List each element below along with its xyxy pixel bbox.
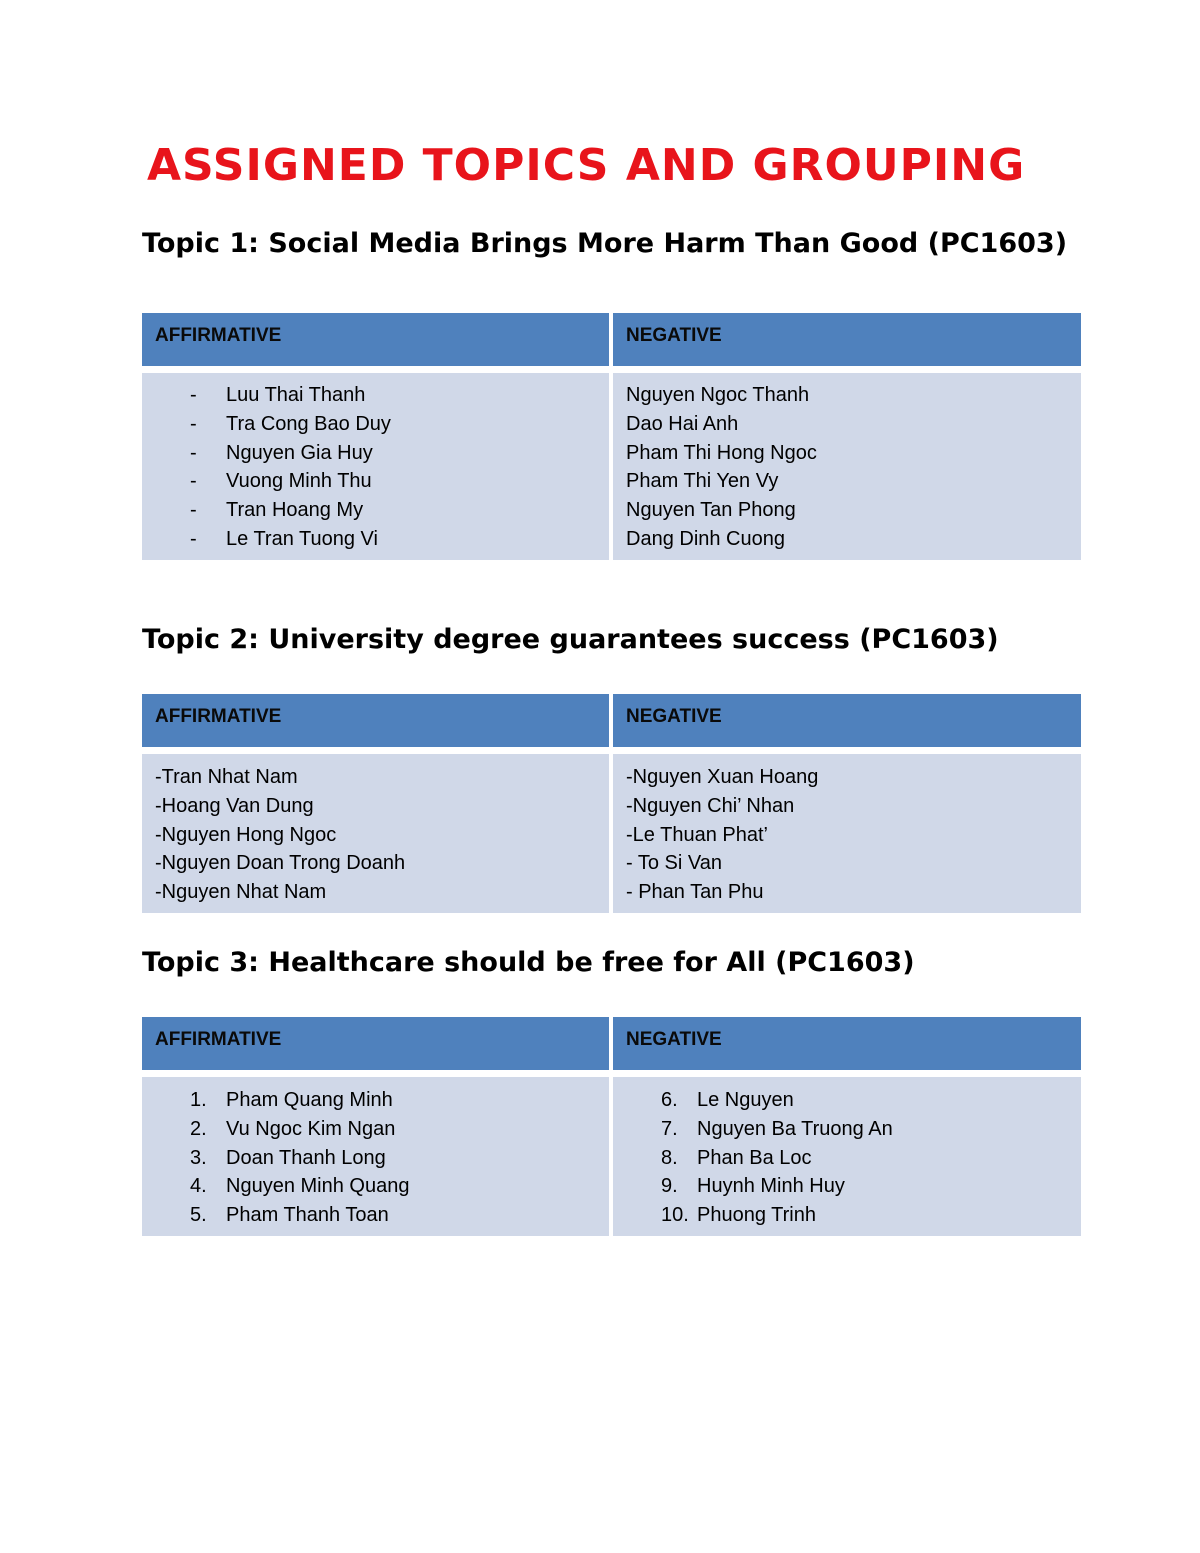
member-name: Tran Hoang My	[226, 499, 364, 522]
member-name: Tra Cong Bao Duy	[226, 412, 391, 435]
list-marker: 4.	[190, 1175, 207, 1198]
list-item	[142, 467, 609, 496]
list-marker: -	[190, 470, 197, 493]
topic-3-negative-cell	[613, 1077, 1081, 1236]
topic-2-negative-cell	[613, 754, 1081, 913]
list-marker: -	[190, 499, 197, 522]
list-marker: 9.	[661, 1175, 678, 1198]
member-name: Nguyen Minh Quang	[226, 1175, 410, 1198]
list-item	[142, 1086, 609, 1115]
topic-2-heading: Topic 2: University degree guarantees success (PC1603)	[142, 624, 999, 655]
list-item	[613, 1172, 1081, 1201]
topic-1-table	[142, 313, 1081, 560]
member-name: Pham Thanh Toan	[226, 1204, 389, 1227]
list-item	[613, 439, 1081, 468]
list-item	[613, 410, 1081, 439]
member-name: -Nguyen Doan Trong Doanh	[155, 852, 406, 875]
member-name: Le Tran Tuong Vi	[226, 527, 378, 550]
list-item	[613, 467, 1081, 496]
topic-1-negative-list	[613, 381, 1081, 554]
member-name: Dang Dinh Cuong	[626, 527, 785, 550]
topic-3-heading: Topic 3: Healthcare should be free for All (PC1603)	[142, 947, 915, 978]
topic-3-affirmative-list	[142, 1086, 609, 1230]
list-item	[613, 792, 1081, 821]
list-marker: 8.	[661, 1146, 678, 1169]
member-name: Phuong Trinh	[697, 1204, 816, 1227]
list-item	[142, 410, 609, 439]
list-marker: 2.	[190, 1117, 207, 1140]
list-item	[142, 763, 609, 792]
member-name: Vuong Minh Thu	[226, 470, 372, 493]
member-name: Nguyen Ngoc Thanh	[626, 384, 810, 406]
list-marker: 3.	[190, 1146, 207, 1169]
list-item	[613, 1201, 1081, 1230]
member-name: Doan Thanh Long	[226, 1146, 386, 1169]
topic-3-affirmative-header: AFFIRMATIVE	[142, 1017, 609, 1070]
topic-3-negative-header: NEGATIVE	[613, 1017, 1081, 1070]
list-item	[613, 381, 1081, 410]
list-item	[142, 1144, 609, 1173]
topic-3-table	[142, 1017, 1081, 1236]
topic-1-negative-header: NEGATIVE	[613, 313, 1081, 366]
topic-2-affirmative-header: AFFIRMATIVE	[142, 694, 609, 747]
topic-3-negative-list	[613, 1086, 1081, 1230]
list-item	[142, 878, 609, 907]
member-name: Le Nguyen	[697, 1089, 794, 1111]
list-item	[142, 1115, 609, 1144]
member-name: Vu Ngoc Kim Ngan	[226, 1117, 396, 1140]
member-name: -Hoang Van Dung	[155, 794, 314, 817]
member-name: Pham Thi Yen Vy	[626, 470, 779, 493]
member-name: -Nguyen Xuan Hoang	[626, 766, 819, 788]
list-marker: 1.	[190, 1089, 207, 1111]
list-item	[613, 763, 1081, 792]
list-item	[613, 1086, 1081, 1115]
list-marker: 6.	[661, 1089, 678, 1111]
list-item	[613, 849, 1081, 878]
member-name: -Nguyen Nhat Nam	[155, 881, 327, 904]
topic-1-negative-cell	[613, 373, 1081, 560]
list-marker: -	[190, 527, 197, 550]
topic-3-affirmative-cell	[142, 1077, 609, 1236]
list-item	[613, 525, 1081, 554]
list-item	[613, 1115, 1081, 1144]
list-marker: -	[190, 441, 197, 464]
member-name: -Nguyen Chi’ Nhan	[626, 794, 795, 817]
member-name: Nguyen Tan Phong	[626, 499, 796, 522]
page-title: ASSIGNED TOPICS AND GROUPING	[147, 140, 1026, 191]
list-item	[142, 1201, 609, 1230]
member-name: -Le Thuan Phat’	[626, 823, 768, 846]
member-name: Nguyen Gia Huy	[226, 441, 373, 464]
topic-2-table	[142, 694, 1081, 913]
topic-2-negative-header: NEGATIVE	[613, 694, 1081, 747]
topic-2-affirmative-list	[142, 763, 609, 907]
member-name: -Nguyen Hong Ngoc	[155, 823, 337, 846]
list-item	[142, 821, 609, 850]
member-name: -Tran Nhat Nam	[155, 766, 298, 788]
member-name: Pham Quang Minh	[226, 1089, 393, 1111]
member-name: Luu Thai Thanh	[226, 384, 366, 406]
member-name: - To Si Van	[626, 852, 722, 875]
list-marker: 7.	[661, 1117, 678, 1140]
list-item	[613, 878, 1081, 907]
topic-2-affirmative-cell	[142, 754, 609, 913]
list-item	[142, 849, 609, 878]
member-name: - Phan Tan Phu	[626, 881, 764, 904]
list-marker: -	[190, 412, 197, 435]
list-item	[613, 1144, 1081, 1173]
list-item	[142, 496, 609, 525]
list-item	[142, 1172, 609, 1201]
topic-1-affirmative-header: AFFIRMATIVE	[142, 313, 609, 366]
topic-1-affirmative-cell	[142, 373, 609, 560]
topic-1-affirmative-list	[142, 381, 609, 554]
list-item	[142, 792, 609, 821]
topic-1-heading: Topic 1: Social Media Brings More Harm Than Good (PC1603)	[142, 228, 1068, 259]
topic-2-negative-list	[613, 763, 1081, 907]
member-name: Huynh Minh Huy	[697, 1175, 845, 1198]
list-item	[142, 439, 609, 468]
list-marker: 10.	[661, 1204, 689, 1227]
member-name: Nguyen Ba Truong An	[697, 1117, 893, 1140]
list-item	[613, 496, 1081, 525]
list-item	[142, 381, 609, 410]
member-name: Dao Hai Anh	[626, 412, 739, 435]
member-name: Pham Thi Hong Ngoc	[626, 441, 817, 464]
member-name: Phan Ba Loc	[697, 1146, 812, 1169]
list-marker: -	[190, 384, 197, 406]
list-marker: 5.	[190, 1204, 207, 1227]
list-item	[142, 525, 609, 554]
list-item	[613, 821, 1081, 850]
